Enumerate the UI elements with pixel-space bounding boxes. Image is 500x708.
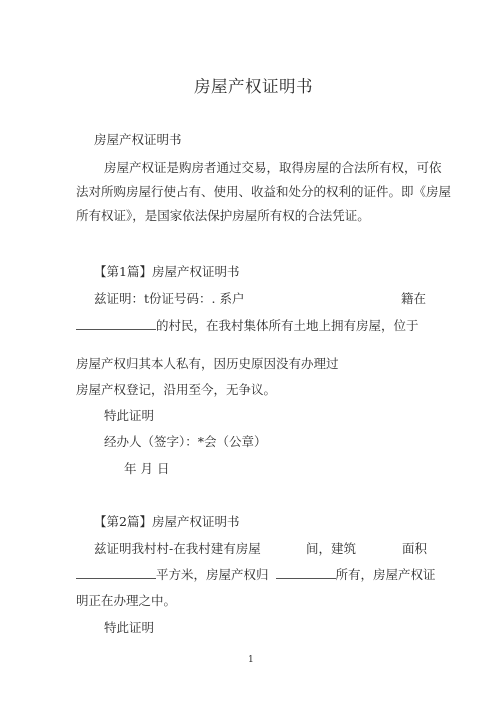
intro-line-1: 房屋产权证是购房者通过交易，取得房屋的合法所有权，可依 (104, 160, 442, 175)
section-2-line-3: 明正在办理之中。 (76, 593, 177, 608)
section-2-line-1c: 面积 (402, 541, 428, 556)
section-2-heading: 【第2篇】房屋产权证明书 (94, 514, 240, 529)
section-2-line-1a: 兹证明我村村-在我村建有房屋 (94, 541, 261, 556)
section-2-closing: 特此证明 (104, 620, 155, 635)
intro-line-3: 所有权证》，是国家依法保护房屋所有权的合法凭证。 (76, 208, 370, 223)
section-2-line-1b: 间，建筑 (306, 541, 357, 556)
fill-in-blank[interactable] (276, 567, 336, 579)
document-subtitle: 房屋产权证明书 (94, 132, 182, 147)
section-1-heading: 【第1篇】房屋产权证明书 (94, 264, 240, 279)
section-1-closing: 特此证明 (104, 408, 155, 423)
section-1-line-1a: 兹证明：t份证号码：. 系户 (94, 291, 245, 306)
section-1-date: 年 月 日 (124, 461, 170, 476)
section-1-signer: 经办人（签字）：*会（公章） (104, 434, 267, 449)
fill-in-blank[interactable] (76, 567, 156, 579)
intro-line-2: 法对所购房屋行使占有、使用、收益和处分的权利的证件。即《房屋 (76, 184, 452, 199)
section-1-line-1b: 籍在 (401, 291, 427, 306)
section-1-line-2-text: 的村民，在我村集体所有土地上拥有房屋，位于 (156, 318, 419, 333)
section-1-line-3: 房屋产权归其本人私有，因历史原因没有办理过 (76, 356, 339, 371)
fill-in-blank[interactable] (76, 318, 156, 330)
section-2-line-2 (76, 567, 436, 583)
section-2-line-2a: 平方米，房屋产权归 (156, 567, 269, 582)
document-title: 房屋产权证明书 (194, 77, 313, 96)
section-1-line-2 (76, 318, 419, 334)
section-2-line-2b: 所有，房屋产权证 (335, 567, 436, 582)
section-1-line-4: 房屋产权登记，沿用至今，无争议。 (76, 382, 277, 397)
page-number: 1 (248, 655, 254, 665)
